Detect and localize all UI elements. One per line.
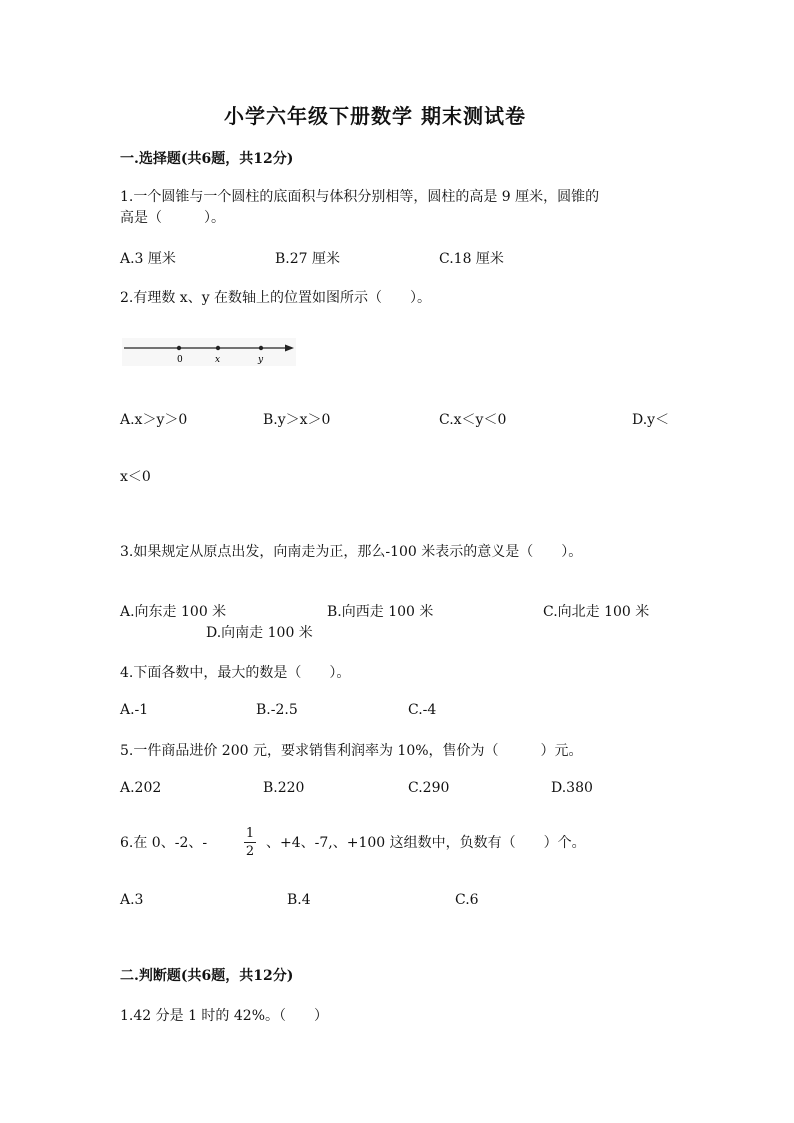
q3-option-d: D.向南走 100 米 xyxy=(206,625,313,641)
question-3-text: 3.如果规定从原点出发，向南走为正，那么-100 米表示的意义是（ ）。 xyxy=(120,544,583,560)
question-4-text: 4.下面各数中，最大的数是（ ）。 xyxy=(120,665,351,681)
section-heading-true-false: 二.判断题(共6题，共12分) xyxy=(120,968,294,984)
fraction-numerator: 1 xyxy=(245,826,255,841)
q3-option-b: B.向西走 100 米 xyxy=(327,604,434,620)
number-line-point-0 xyxy=(177,346,181,350)
q5-option-b: B.220 xyxy=(263,780,305,796)
q1-option-b: B.27 厘米 xyxy=(275,251,341,267)
q2-option-b: B.y＞x＞0 xyxy=(263,412,331,428)
question-5-text: 5.一件商品进价 200 元，要求销售利润率为 10%，售价为（ ）元。 xyxy=(120,743,583,759)
q6-option-b: B.4 xyxy=(287,892,311,908)
q2-option-c: C.x＜y＜0 xyxy=(439,412,507,428)
q5-option-d: D.380 xyxy=(551,780,593,796)
question-6-text-before: 6.在 0、-2、- xyxy=(120,835,208,851)
q2-option-d: D.y＜ xyxy=(632,412,670,428)
fraction-one-half xyxy=(244,826,256,859)
number-line-point-x xyxy=(216,346,220,350)
q5-option-c: C.290 xyxy=(408,780,450,796)
q6-option-c: C.6 xyxy=(455,892,479,908)
q4-option-c: C.-4 xyxy=(408,702,437,718)
q4-option-b: B.-2.5 xyxy=(256,702,298,718)
q5-option-a: A.202 xyxy=(120,780,162,796)
section-heading-choice: 一.选择题(共6题，共12分) xyxy=(120,151,294,167)
number-line-label-y: y xyxy=(258,355,264,365)
fraction-bar xyxy=(244,842,256,843)
q1-option-a: A.3 厘米 xyxy=(120,251,176,267)
number-line-label-0: 0 xyxy=(177,355,183,365)
fraction-denominator: 2 xyxy=(245,844,255,859)
q2-option-a: A.x＞y＞0 xyxy=(120,412,188,428)
q2-option-d-continued: x＜0 xyxy=(120,469,151,485)
number-line-figure xyxy=(122,338,296,366)
q3-option-a: A.向东走 100 米 xyxy=(120,604,227,620)
question-2-text: 2.有理数 x、y 在数轴上的位置如图所示（ ）。 xyxy=(120,290,432,306)
question-1-line-2: 高是（ ）。 xyxy=(120,210,225,226)
q6-option-a: A.3 xyxy=(120,892,144,908)
tf-question-1-text: 1.42 分是 1 时的 42%。（ ） xyxy=(120,1008,328,1024)
q1-option-c: C.18 厘米 xyxy=(439,251,504,267)
q4-option-a: A.-1 xyxy=(120,702,149,718)
number-line-arrow xyxy=(285,345,294,352)
page-title: 小学六年级下册数学 期末测试卷 xyxy=(224,104,526,128)
q3-option-c: C.向北走 100 米 xyxy=(543,604,650,620)
question-6-text-after: 、+4、-7,、+100 这组数中，负数有（ ）个。 xyxy=(266,835,586,851)
question-1-line-1: 1.一个圆锥与一个圆柱的底面积与体积分别相等，圆柱的高是 9 厘米，圆锥的 xyxy=(120,189,600,205)
number-line-point-y xyxy=(259,346,263,350)
number-line-label-x: x xyxy=(215,355,221,365)
